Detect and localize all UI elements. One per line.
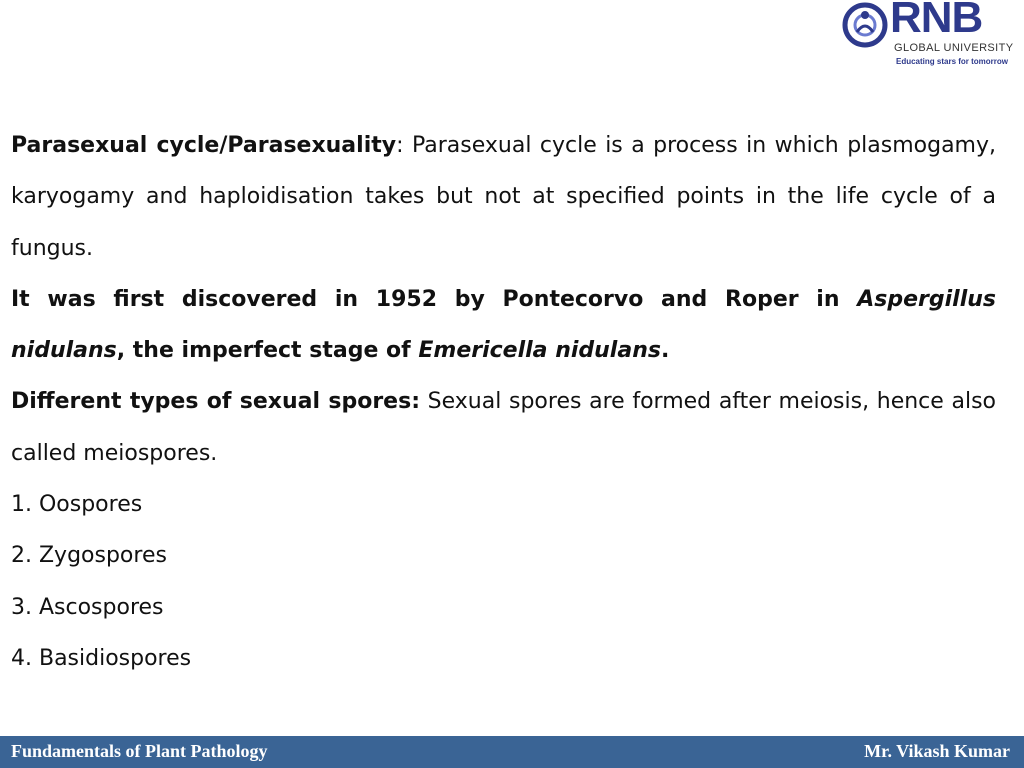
list-item: 3. Ascospores bbox=[11, 594, 164, 620]
list-item: 1. Oospores bbox=[11, 492, 143, 518]
logo-tagline: Educating stars for tomorrow bbox=[896, 57, 1009, 66]
footer-author: Mr. Vikash Kumar bbox=[864, 741, 1010, 761]
footer-bar bbox=[0, 736, 1024, 768]
logo-emblem-icon bbox=[842, 2, 888, 48]
spores-term: Different types of sexual spores: bbox=[11, 389, 420, 415]
discovery-text-a: It was first discovered in 1952 by Pontecorvo and Roper in bbox=[11, 286, 858, 312]
discovery-paragraph bbox=[11, 274, 996, 377]
species-aspergillus: Aspergillus nidulans bbox=[11, 286, 996, 364]
parasexual-paragraph bbox=[11, 120, 996, 274]
discovery-text-c: . bbox=[660, 338, 670, 364]
logo-text: RNB bbox=[890, 0, 983, 42]
spores-definition: Sexual spores are formed after meiosis, hence also called meiospores. bbox=[11, 389, 996, 466]
university-logo bbox=[838, 2, 1024, 72]
parasexual-term: Parasexual cycle/Parasexuality bbox=[11, 133, 397, 158]
species-emericella: Emericella nidulans bbox=[418, 338, 661, 364]
spores-paragraph bbox=[11, 376, 996, 479]
logo-subtitle: GLOBAL UNIVERSITY bbox=[894, 42, 1014, 54]
footer-course-title: Fundamentals of Plant Pathology bbox=[11, 741, 268, 761]
parasexual-definition: : Parasexual cycle is a process in which plasmogamy, karyogamy and haploidisation takes but not at specified points in the life cycle of a fungus. bbox=[11, 133, 996, 261]
list-item: 4. Basidiospores bbox=[11, 645, 192, 671]
slide-content bbox=[11, 120, 996, 684]
list-item: 2. Zygospores bbox=[11, 543, 167, 569]
discovery-text-b: , the imperfect stage of bbox=[116, 338, 419, 364]
